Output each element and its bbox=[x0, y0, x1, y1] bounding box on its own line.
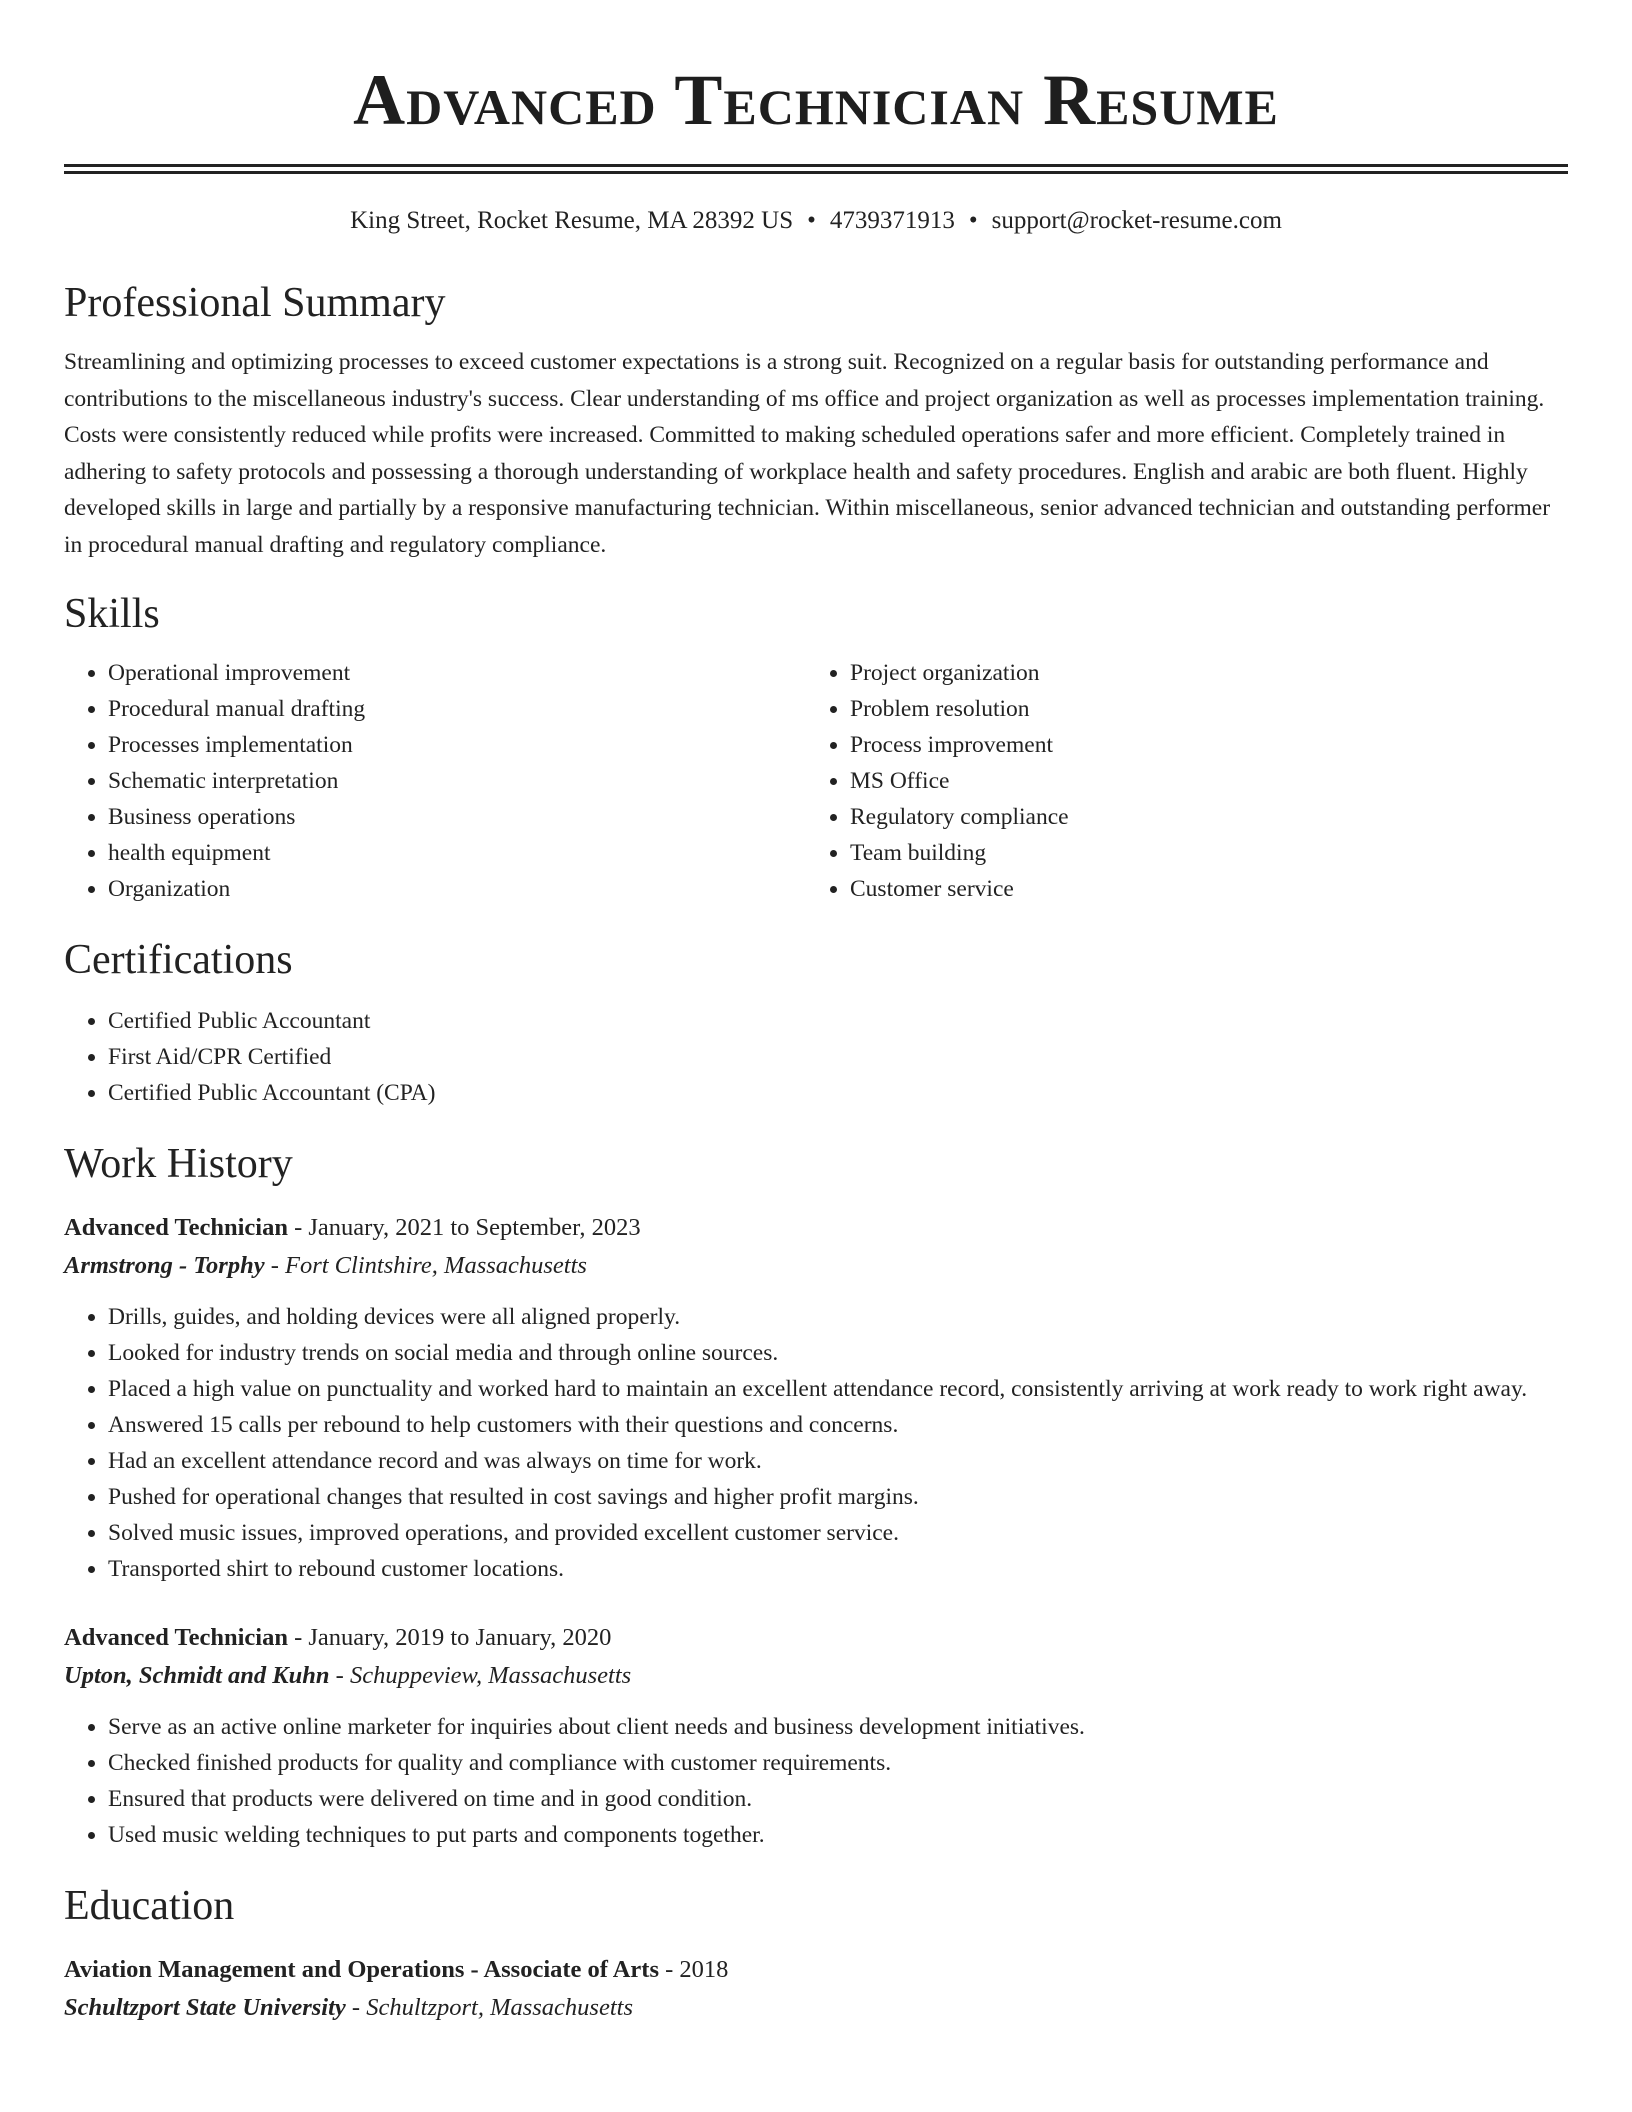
skill-item: • Process improvement bbox=[850, 727, 1548, 763]
job-bullet: • Had an excellent attendance record and was always on time for work. bbox=[108, 1443, 1568, 1479]
skill-item: • Business operations bbox=[108, 799, 806, 835]
contact-address: King Street, Rocket Resume, MA 28392 US bbox=[350, 207, 794, 234]
contact-line bbox=[64, 206, 1568, 236]
job-bullet: • Pushed for operational changes that resulted in cost savings and higher profit margins. bbox=[108, 1479, 1568, 1515]
certifications-list bbox=[64, 1003, 1568, 1111]
job-bullet: • Ensured that products were delivered on time and in good condition. bbox=[108, 1781, 1568, 1817]
skill-item: • Procedural manual drafting bbox=[108, 691, 806, 727]
job-bullet: • Drills, guides, and holding devices were all aligned properly. bbox=[108, 1299, 1568, 1335]
job-bullet: • Placed a high value on punctuality and worked hard to maintain an excellent attendance record, consistently arriving at work ready to work right away. bbox=[108, 1371, 1568, 1407]
job-bullet: • Looked for industry trends on social media and through online sources. bbox=[108, 1335, 1568, 1371]
certification-item: • First Aid/CPR Certified bbox=[108, 1039, 1568, 1075]
skill-item: • MS Office bbox=[850, 763, 1548, 799]
skills-columns bbox=[64, 655, 1568, 907]
skill-item: • health equipment bbox=[108, 835, 806, 871]
contact-separator: • bbox=[968, 207, 978, 234]
job-entry bbox=[64, 1209, 1568, 1587]
job-company: Upton, Schmidt and Kuhn bbox=[64, 1662, 330, 1689]
education-school: Schultzport State University bbox=[64, 1994, 346, 2021]
job-bullets bbox=[64, 1299, 1568, 1587]
education-school-line bbox=[64, 1989, 1568, 2027]
certification-item: • Certified Public Accountant (CPA) bbox=[108, 1075, 1568, 1111]
education-location: - Schultzport, Massachusetts bbox=[345, 1994, 633, 2021]
job-bullet: • Solved music issues, improved operations, and provided excellent customer service. bbox=[108, 1515, 1568, 1551]
job-dates: - January, 2021 to September, 2023 bbox=[287, 1214, 641, 1241]
education-degree-line bbox=[64, 1951, 1568, 1989]
job-bullet: • Checked finished products for quality and compliance with customer requirements. bbox=[108, 1745, 1568, 1781]
work-history-heading: Work History bbox=[64, 1141, 293, 1187]
certification-item: • Certified Public Accountant bbox=[108, 1003, 1568, 1039]
skill-item: • Organization bbox=[108, 871, 806, 907]
job-company-line bbox=[64, 1247, 1568, 1285]
summary-text: Streamlining and optimizing processes to exceed customer expectations is a strong suit. Recognized on a regular basis for outstanding performance and contributions to the miscellaneous industry's success. Clear understanding of ms office and project organization as well as processes implementation training. Costs were consistently reduced while profits were increased. Committed to making scheduled operations safer and more efficient. Completely trained in adhering to safety protocols and possessing a thorough understanding of workplace health and safety procedures. English and arabic are both fluent. Highly developed skills in large and partially by a responsive manufacturing technician. Within miscellaneous, senior advanced technician and outstanding performer in procedural manual drafting and regulatory compliance. bbox=[64, 349, 1551, 558]
skill-item: • Team building bbox=[850, 835, 1548, 871]
job-dates: - January, 2019 to January, 2020 bbox=[287, 1624, 612, 1651]
job-location: - Fort Clintshire, Massachusetts bbox=[264, 1252, 587, 1279]
job-entry bbox=[64, 1619, 1568, 1853]
resume-page bbox=[64, 0, 1568, 2027]
job-company: Armstrong - Torphy bbox=[64, 1252, 265, 1279]
job-bullets bbox=[64, 1709, 1568, 1853]
skill-item: • Operational improvement bbox=[108, 655, 806, 691]
job-bullet: • Used music welding techniques to put parts and components together. bbox=[108, 1817, 1568, 1853]
job-title-line bbox=[64, 1209, 1568, 1247]
job-location: - Schuppeview, Massachusetts bbox=[329, 1662, 632, 1689]
job-title: Advanced Technician bbox=[64, 1214, 288, 1241]
skills-list-left bbox=[64, 655, 806, 907]
skill-item: • Processes implementation bbox=[108, 727, 806, 763]
contact-phone: 4739371913 bbox=[829, 207, 955, 234]
certifications-heading: Certifications bbox=[64, 937, 293, 983]
summary-heading: Professional Summary bbox=[64, 280, 446, 326]
job-bullet: • Transported shirt to rebound customer locations. bbox=[108, 1551, 1568, 1587]
education-degree: Aviation Management and Operations - Associate of Arts bbox=[64, 1956, 659, 1983]
contact-separator: • bbox=[807, 207, 816, 234]
skill-item: • Regulatory compliance bbox=[850, 799, 1548, 835]
title-divider bbox=[64, 164, 1568, 174]
contact-email[interactable]: support@rocket-resume.com bbox=[991, 207, 1282, 234]
job-bullet: • Answered 15 calls per rebound to help customers with their questions and concerns. bbox=[108, 1407, 1568, 1443]
resume-title: Advanced Technician Resume bbox=[353, 60, 1279, 140]
job-company-line bbox=[64, 1657, 1568, 1695]
education-heading: Education bbox=[64, 1883, 235, 1929]
skill-item: • Project organization bbox=[850, 655, 1548, 691]
skill-item: • Customer service bbox=[850, 871, 1548, 907]
job-title-line bbox=[64, 1619, 1568, 1657]
job-title: Advanced Technician bbox=[64, 1624, 288, 1651]
skill-item: • Problem resolution bbox=[850, 691, 1548, 727]
job-bullet: • Serve as an active online marketer for inquiries about client needs and business development initiatives. bbox=[108, 1709, 1568, 1745]
skills-list-right bbox=[806, 655, 1548, 907]
skills-heading: Skills bbox=[64, 591, 160, 637]
skill-item: • Schematic interpretation bbox=[108, 763, 806, 799]
education-year: - 2018 bbox=[659, 1956, 729, 1983]
